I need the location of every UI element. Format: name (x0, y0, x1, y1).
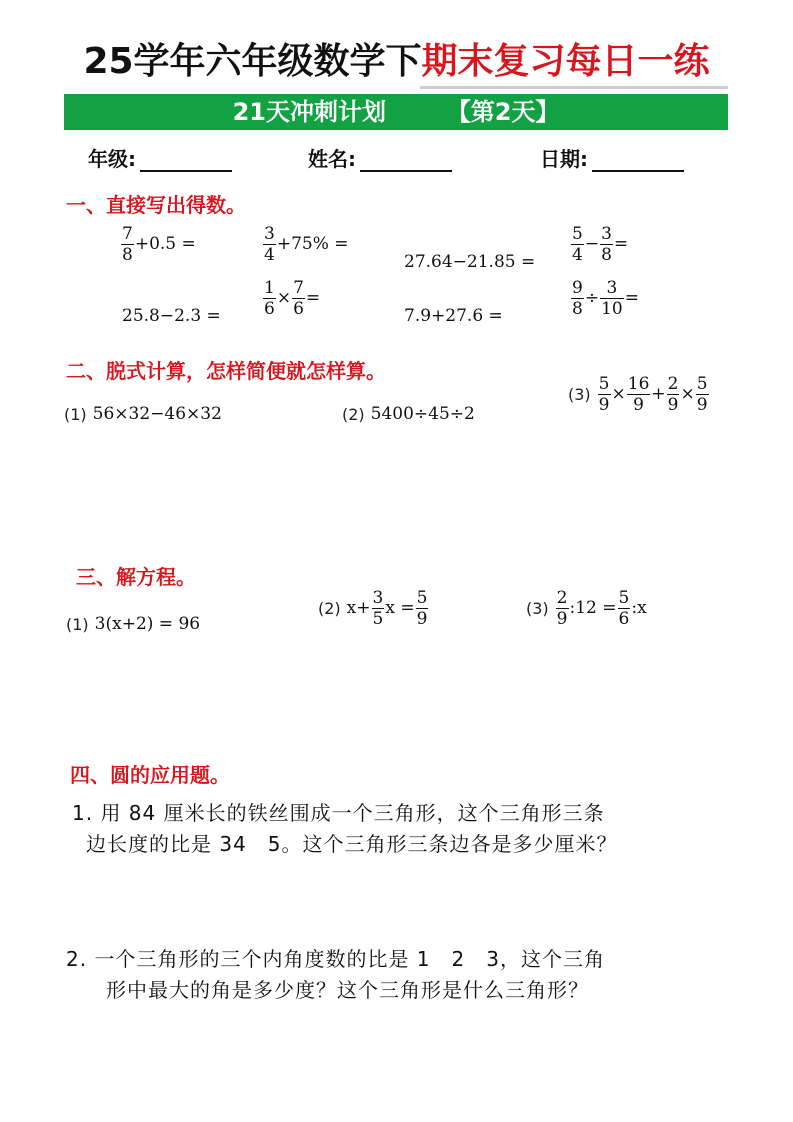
simplify-question-1: (1) 56×32−46×32 (64, 404, 222, 424)
name-blank[interactable] (360, 150, 452, 172)
equation-3: (3) $\frac{2}{9}$ :12 = $\frac{5}{6}$ :x (526, 588, 647, 629)
simplify-question-3: (3) $\frac{5}{9}$ × $\frac{16}{9}$ + $\frac{2}{9}$ × $\frac{5}{9}$ (568, 374, 708, 415)
banner-day: 【第2天】 (446, 98, 560, 126)
name-field[interactable] (308, 146, 452, 172)
calc-item-2: $\frac{3}{4}$ +75% = (264, 224, 349, 265)
title-red: 期末复习每日一练 (421, 41, 710, 82)
name-label: 姓名: (308, 147, 356, 171)
calc-item-7: 7.9+27.6 = (404, 306, 503, 326)
word-problem-1 (72, 798, 736, 860)
date-blank[interactable] (592, 150, 684, 172)
section-3-title: 三、解方程。 (76, 565, 196, 589)
calc-item-8: $\frac{9}{8}$ ÷ $\frac{3}{10}$ = (572, 278, 639, 319)
calc-item-3: 27.64−21.85 = (404, 252, 536, 272)
title-black: 25学年六年级数学下 (83, 41, 422, 82)
word-problem-1-line2: 边长度的比是 34 5。这个三角形三条边各是多少厘米？ (86, 832, 618, 856)
simplify-question-2: (2) 5400÷45÷2 (342, 404, 475, 424)
page-title (0, 38, 793, 86)
calc-item-6: $\frac{1}{6}$ × $\frac{7}{6}$ = (264, 278, 321, 319)
equation-1: (1) 3(x+2) = 96 (66, 614, 201, 634)
word-problem-2 (66, 944, 736, 1006)
section-4-title: 四、圆的应用题。 (70, 763, 230, 787)
date-field[interactable] (540, 146, 684, 172)
calc-item-5: 25.8−2.3 = (122, 306, 221, 326)
word-problem-1-line1: 1. 用 84 厘米长的铁丝围成一个三角形，这个三角形三条 (72, 801, 605, 825)
equation-2: (2) x+ $\frac{3}{5}$ x = $\frac{5}{9}$ (318, 588, 428, 629)
section-2-title: 二、脱式计算，怎样简便就怎样算。 (66, 359, 386, 383)
fraction: $\frac{7}{8}$ (122, 224, 133, 265)
grade-field[interactable] (88, 146, 232, 172)
date-label: 日期: (540, 147, 588, 171)
title-underline (420, 86, 728, 89)
fraction: $\frac{3}{4}$ (264, 224, 275, 265)
word-problem-2-line1: 2. 一个三角形的三个内角度数的比是 1 2 3，这个三角 (66, 947, 605, 971)
calc-item-1: $\frac{7}{8}$ +0.5 = (122, 224, 196, 265)
plan-banner (64, 94, 728, 130)
word-problem-2-line2: 形中最大的角是多少度？这个三角形是什么三角形？ (106, 978, 589, 1002)
grade-blank[interactable] (140, 150, 232, 172)
calc-item-4: $\frac{5}{4}$ − $\frac{3}{8}$ = (572, 224, 629, 265)
grade-label: 年级: (88, 147, 136, 171)
section-1-title: 一、直接写出得数。 (66, 193, 246, 217)
banner-plan: 21天冲刺计划 (232, 98, 386, 126)
